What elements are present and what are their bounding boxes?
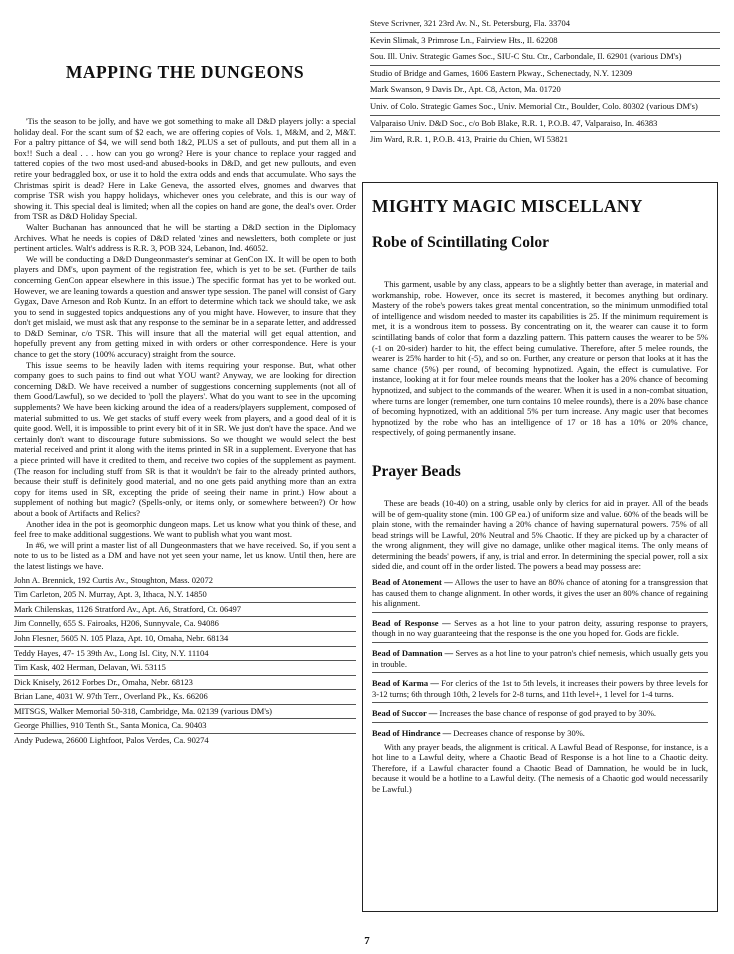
listing-entry: Kevin Slimak, 3 Primrose Ln., Fairview Hts., Il. 62208 [370, 33, 720, 50]
bead-text: Increases the base chance of response of god prayed to by 30%. [437, 708, 657, 719]
prayer-beads-body [372, 498, 708, 795]
listing-entry: Dick Knisely, 2612 Forbes Dr., Omaha, Nebr. 68123 [14, 676, 356, 691]
bead-name: Bead of Karma — [372, 678, 439, 689]
mighty-magic-miscellany-box [362, 182, 718, 912]
listing-entry: Studio of Bridge and Games, 1606 Eastern Pkway., Schenectady, N.Y. 12309 [370, 66, 720, 83]
paragraph: In #6, we will print a master list of all Dungeonmasters that we have received. So, if you sent a note to us to be listed as a DM and have not yet seen your name, let us know. Until then, here are the latest listings we have. [14, 539, 356, 571]
bead-text: Decreases chance of response by 30%. [451, 728, 585, 738]
listing-entry: Andy Pudewa, 26600 Lightfoot, Palos Verdes, Ca. 90274 [14, 735, 209, 746]
bead-text: For clerics of the 1st to 5th levels, it increases their powers by three levels for 3-12 turns; 6th through 10th, 2 levels for 2-8 turns, and 11th level+, 1 level for 1-4 turns. [372, 678, 708, 699]
paragraph: This garment, usable by any class, appears to be a slightly better than average, in material and workmanship, robe. However, once its secret is mastered, it becomes anything but ordinary. Mastery of the robe's powers takes great mental concentration, so the minimum unmodified total of intelligence and wisdom needed to master its capabilities is 25. If the minimum requirement is met, it is a wondrous item to possess. By concentrating on it, the wearer can cause it to form scintillating bands of color that form a dazzling pattern. This pattern causes the wearer to be 5% (-1 on 20-sider) harder to hit, the effect being cumulative. Therefore, after 5 melee rounds, the wearer is 25% harder to hit (-5), and so on. Further, any creature or person that looks at it has the same chance (5%) per round, of becoming hypnotized. Again, the effect is cumulative. For instance, looking at it for four melee rounds means that the looker has a 20% chance of becoming hypnotized, and subject to the commands of the wearer. When it is used in a non-combat situation, where turns are longer (remember, one turn contains 10 melee rounds), there is a 20% base chance of becoming hypnotized, with an additional 5% per turn increase. Any magic user that becomes hypnotized by the robe who has an intelligence of 17 or 18 has a 10% or 20% chance, respectively, of going permanently insane. [372, 279, 708, 438]
listing-entry: John Flesner, 5605 N. 105 Plaza, Apt. 10, Omaha, Nebr. 68134 [14, 632, 356, 647]
listing-entry: John A. Brennick, 192 Curtis Av., Stoughton, Mass. 02072 [14, 574, 356, 589]
listing-entry: Jim Connelly, 655 S. Fairoaks, H206, Sunnyvale, Ca. 94086 [14, 617, 356, 632]
listing-entry: Steve Scrivner, 321 23rd Av. N., St. Petersburg, Fla. 33704 [370, 16, 720, 33]
robe-heading: Robe of Scintillating Color [372, 234, 549, 251]
bead-name: Bead of Atonement — [372, 577, 453, 588]
paragraph: These are beads (10-40) on a string, usable only by clerics for aid in prayer. All of the beads will be of gem-quality stone (min. 100 GP ea.) of uniform size and value. 60% of the beads will be plain stone, with the remainder having a 20% chance of having supernatural powers. 75% of all bead strings will be Lawful, 20% Neutral and 5% Chaotic. If they are picked up by a character of the wrong alignment, they will give no damage, unlike other magical items. The only means of determining the beads' powers, if any, is trial and error. In determining the special power, roll a six sided die, and count off in the order listed. The powers a bead may possess are: [372, 497, 708, 572]
bead-name: Bead of Damnation — [372, 648, 454, 659]
bead-text: Allows the user to have an 80% chance of atoning for a transgression that has caused them to change alignment. In other words, it gives the user an 80% chance of regaining his alignment. [372, 577, 708, 609]
listing-entry: George Phillies, 910 Tenth St., Santa Monica, Ca. 90403 [14, 719, 356, 734]
listing-entry: MITSGS, Walker Memorial 50-318, Cambridge, Ma. 02139 (various DM's) [14, 705, 356, 720]
paragraph: Walter Buchanan has announced that he will be starting a D&D section in the Diplomacy Archives. What he needs is copies of D&D related 'zines and newsletters, both complete or just pertinent articles. Walt's address is R.R. 3, POB 324, Lebanon, Ind. 46052. [14, 221, 356, 254]
listing-entry: Sou. Ill. Univ. Strategic Games Soc., SIU-C Stu. Ctr., Carbondale, Il. 62901 (various DM's) [370, 49, 720, 66]
bead-name: Bead of Hindrance — [372, 728, 452, 738]
robe-description [372, 279, 708, 438]
prayer-beads-heading: Prayer Beads [372, 462, 461, 480]
listing-entry: Tim Carleton, 205 N. Murray, Apt. 3, Ithaca, N.Y. 14850 [14, 588, 356, 603]
bead-text: Serves as a hot line to your patron's chief nemesis, which usually gets you in trouble. [372, 648, 708, 669]
paragraph: Another idea in the pot is geomorphic dungeon maps. Let us know what you think of these, and feel free to make additional suggestions. We want to publish what you want most. [14, 518, 356, 540]
bead-name: Bead of Succor — [372, 708, 438, 719]
listing-entry: Valparaiso Univ. D&D Soc., c/o Bob Blake, R.R. 1, P.O.B. 47, Valparaiso, In. 46383 [370, 116, 720, 133]
article-body [14, 116, 356, 572]
section-title-mapping-the-dungeons: MAPPING THE DUNGEONS [65, 62, 305, 82]
box-title: MIGHTY MAGIC MISCELLANY [372, 196, 643, 216]
page-number: 7 [364, 935, 370, 947]
bead-item [372, 618, 708, 643]
right-column-listings [370, 16, 720, 148]
bead-name: Bead of Response — [372, 617, 451, 628]
dungeonmaster-listings [14, 574, 356, 748]
paragraph: We will be conducting a D&D Dungeonmaster's seminar at GenCon IX. It will be open to both players and DM's, upon payment of the registration fee, which is yet to be set. (Further de tails concerning GenCon appear elsewhere in this issue.) The specific format has yet to be worked out. However, we are leaning towards a question and answer type session. The panel will consist of Gary Gygax, Dave Arneson and Rob Kuntz. In an effort to determine which tack we should take, we ask you to send in suggested topics andquestions any of you might have. However, to insure that they don't get mislaid, we must ask that any response to the seminar be in a separate letter, and addressed to D&D Seminar, c/o TSR. This will insure that all the material will get equal attention, and hopefully prevent any from getting mixed in with orders or other correspondence. Here is your chance to get the story (100% accuracy) straight from the source. [14, 253, 356, 360]
left-column [14, 20, 356, 748]
bead-item [372, 708, 708, 723]
listing-entry: Tim Kask, 402 Herman, Delavan, Wi. 53115 [14, 661, 356, 676]
listing-entry: Univ. of Colo. Strategic Games Soc., Univ. Memorial Ctr., Boulder, Colo. 80302 (various DM's) [370, 99, 720, 116]
bead-text: Serves as a hot line to your patron deity, assuring response to prayers, though in no way guaranteeing that the response is the one you hoped for. Gods are fickle. [372, 617, 709, 639]
bead-item [372, 678, 708, 703]
listing-entry: Mark Swanson, 9 Davis Dr., Apt. C8, Acton, Ma. 01720 [370, 82, 720, 99]
bead-item [372, 648, 708, 673]
listing-entry: Mark Chilenskas, 1126 Stratford Av., Apt. A6, Stratford, Ct. 06497 [14, 603, 356, 618]
paragraph: With any prayer beads, the alignment is critical. A Lawful Bead of Response, for instance, is a hot line to a Lawful deity, where a Chaotic Bead of Response is a hot line to a Chaotic deity. Therefore, if a Lawful character found a Chaotic Bead of Damnation, he would be in luck, because it would be a hotline to a Lawful deity. (The nemesis of a Chaotic god would necessarily be Lawful.) [372, 741, 708, 794]
listing-entry: Brian Lane, 4031 W. 97th Terr., Overland Pk., Ks. 66206 [14, 690, 356, 705]
paragraph: 'Tis the season to be jolly, and have we got something to make all D&D players jolly: a special holiday deal. For the scant sum of $2 each, we are offering copies of Vols. 1, M&M, and 2, M&T. For a paltry pittance of $4, we will send both 1&2, PLUS a set of pullouts, and put them all in a box!! Such a deal . . . how can you go wrong? Here is your chance to replace your ragged and tattered copies of the two most used-and abused-books in D&D, and get new pullouts, and even retire your bedraggled box, or use it to hold the extra odds and ends that accumulate. Who says the Christmas spirit is dead? Here in Lake Geneva, the assorted elves, gnomes and dwarves that comprise TSR wish you happy holidays, whichever ones you celebrate, and this is our way of showing it. This special deal is limited; when all the copies on hand are gone, the deal's over. Order from TSR as D&D Holiday Special. [14, 116, 356, 222]
listing-entry: Jim Ward, R.R. 1, P.O.B. 413, Prairie du Chien, WI 53821 [370, 134, 569, 145]
paragraph: This issue seems to be heavily laden with items requiring your response. But, what other company goes to such pains to find out what YOU want? Anyway, we are looking for direction concerning D&D. We have received a number of suggestions concerning supplements (not all of them Good/Lawful), so we decided to 'poll the players'. What do you want to see in the upcoming supplements? We have been kicking around the idea of a readers/players supplement, composed of material submitted to us. We get stacks of stuff every week from players, and a good deal of it is quite good. Well, it is impossible to print every bit of it in SR. We just don't have the space. And we certainly don't want to discourage future submissions. So we thought we would select the best material received and print it along with the items printed in SR in a supplement. Everyone that has a piece printed will have it credited to them, and receive two copies of the supplement as payment. (The reason for including stuff from SR is that it wouldn't be fair to the already printed authors, because their stuff is definitely good material, and no one gets paid anything more than an extra copy for items used in SR, excepting the pride of seeing their name in print.) How about a supplement of nothing but magic? (Spells-only, or items only, or somewhere between?) Or how about a book of Artifacts and Relics? [14, 359, 356, 518]
bead-item [372, 728, 708, 742]
bead-item [372, 577, 708, 613]
listing-entry: Teddy Hayes, 47- 15 39th Av., Long Isl. City, N.Y. 11104 [14, 647, 356, 662]
